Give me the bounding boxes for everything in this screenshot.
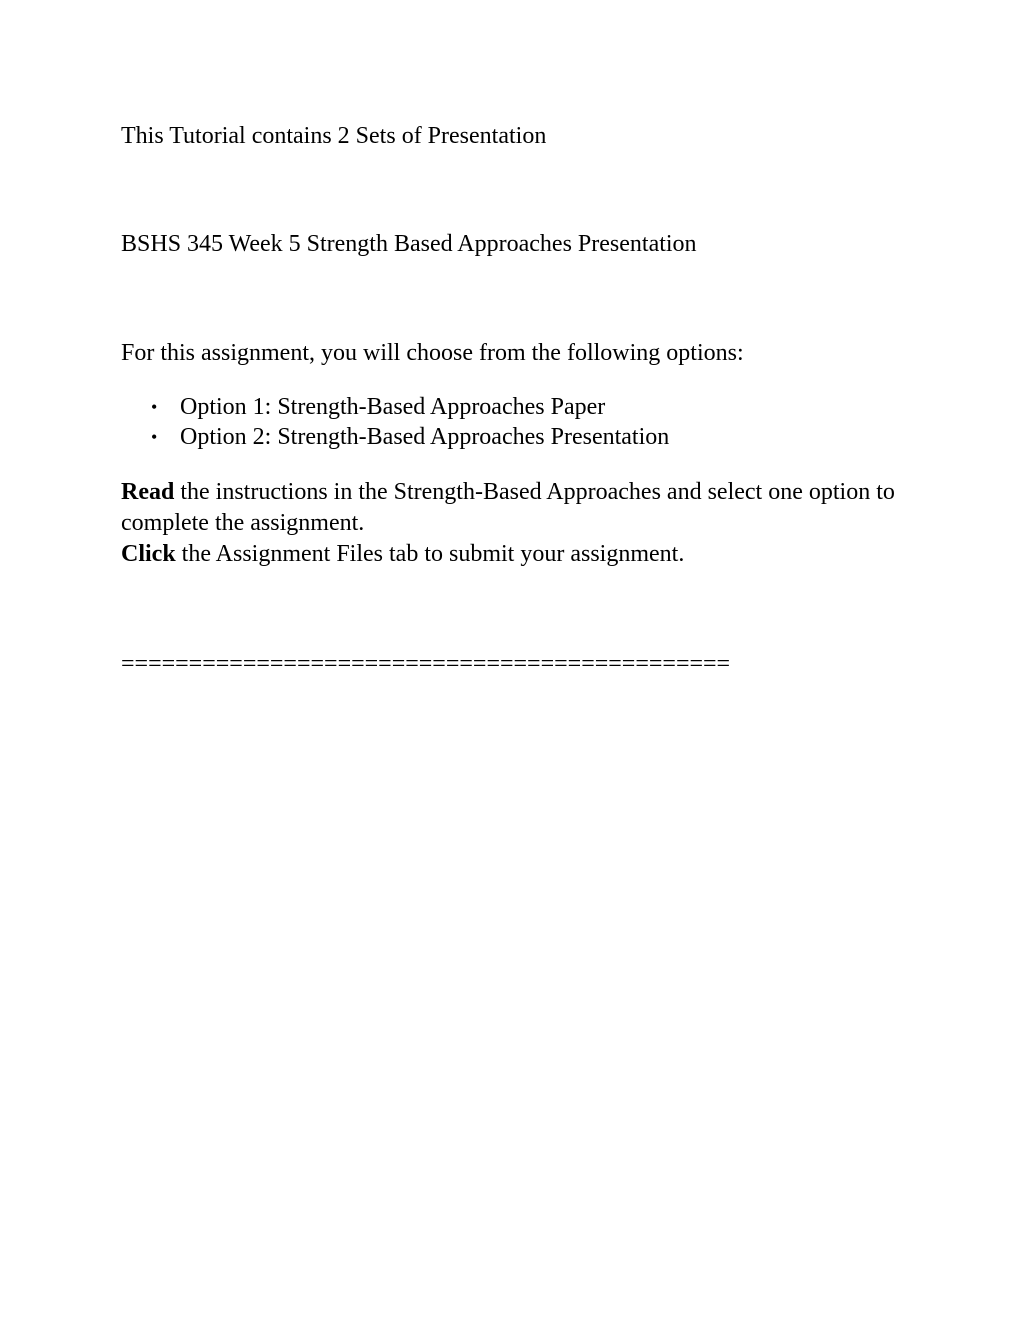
click-instructions	[121, 539, 901, 570]
read-instructions	[121, 477, 901, 539]
separator-line: =============================================	[121, 651, 731, 677]
intro-text: This Tutorial contains 2 Sets of Presentation	[121, 123, 547, 149]
read-text: the instructions in the Strength-Based Approaches and select one option to complete the assignment.	[121, 479, 895, 536]
option-label: Option 2: Strength-Based Approaches Presentation	[180, 424, 670, 450]
read-keyword: Read	[121, 479, 175, 505]
options-list	[121, 392, 669, 452]
click-text: the Assignment Files tab to submit your assignment.	[175, 541, 685, 567]
bullet-icon: •	[151, 427, 158, 447]
list-item	[121, 392, 669, 422]
option-label: Option 1: Strength-Based Approaches Paper	[180, 394, 606, 420]
assignment-heading: BSHS 345 Week 5 Strength Based Approaches Presentation	[121, 231, 697, 257]
click-keyword: Click	[121, 541, 176, 567]
bullet-icon: •	[151, 397, 158, 417]
list-item	[121, 422, 669, 452]
options-prompt: For this assignment, you will choose from the following options:	[121, 340, 744, 366]
